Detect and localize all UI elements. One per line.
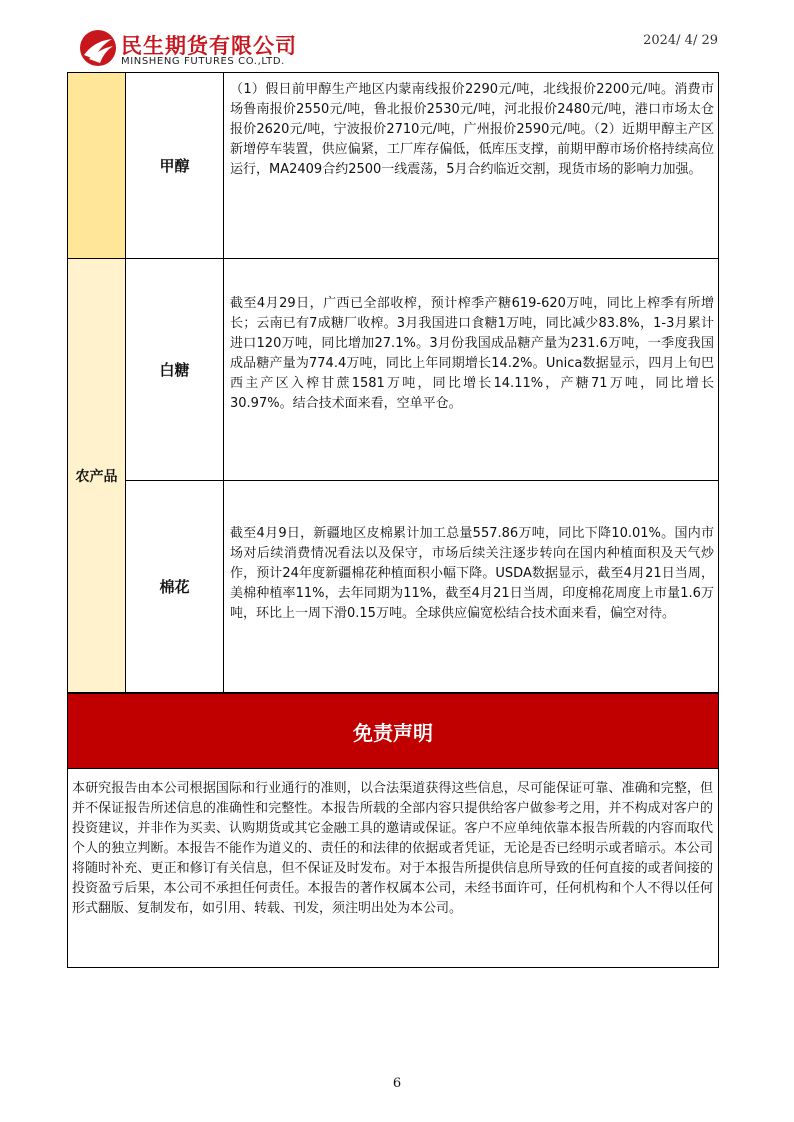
table-row bbox=[68, 481, 719, 693]
report-date: 2024/ 4/ 29 bbox=[643, 33, 718, 48]
company-name-cn: 民生期货有限公司 bbox=[121, 34, 297, 58]
company-name-en: MINSHENG FUTURES CO.,LTD. bbox=[121, 56, 285, 67]
commodity-analysis: 截至4月9日，新疆地区皮棉累计加工总量557.86万吨，同比下降10.01%。国内市场对后续消费情况看法以及保守，市场后续关注逐步转向在国内种植面积及天气炒作，预计24年度新疆棉花种植面积小幅下降。USDA数据显示，截至4月21日当周，美棉种植率11%，去年同期为11%，截至4月21日当周，印度棉花周度上市量1.6万吨，环比上一周下滑0.15万吨。全球供应偏宽松结合技术面来看，偏空对待。 bbox=[224, 481, 719, 693]
commodity-name: 甲醇 bbox=[126, 73, 224, 259]
disclaimer-text: 本研究报告由本公司根据国际和行业通行的准则，以合法渠道获得这些信息，尽可能保证可靠、准确和完整，但并不保证报告所述信息的准确性和完整性。本报告所载的全部内容只提供给客户做参考之用，并不构成对客户的投资建议，并非作为买卖、认购期货或其它金融工具的邀请或保证。客户不应单纯依靠本报告所载的内容而取代个人的独立判断。本报告不能作为道义的、责任的和法律的依据或者凭证，无论是否已经明示或者暗示。本公司将随时补充、更正和修订有关信息，但不保证及时发布。对于本报告所提供信息所导致的任何直接的或者间接的投资盈亏后果，本公司不承担任何责任。本报告的著作权属本公司，未经书面许可，任何机构和个人不得以任何形式翻版、复制发布，如引用、转载、刊发，须注明出处为本公司。 bbox=[72, 781, 713, 916]
commodity-table bbox=[67, 72, 719, 693]
table-row bbox=[68, 259, 719, 481]
disclaimer-title: 免责声明 bbox=[68, 694, 718, 769]
page-number: 6 bbox=[392, 1076, 402, 1091]
commodity-name: 棉花 bbox=[126, 481, 224, 693]
disclaimer-box bbox=[67, 693, 719, 968]
page-header bbox=[0, 0, 794, 72]
commodity-analysis: （1）假日前甲醇生产地区内蒙南线报价2290元/吨，北线报价2200元/吨。消费市场鲁南报价2550元/吨，鲁北报价2530元/吨，河北报价2480元/吨，港口市场太仓报价2620元/吨，宁波报价2710元/吨，广州报价2590元/吨。（2）近期甲醇主产区新增停车装置，供应偏紧，工厂库存偏低，低库压支撑，前期甲醇市场价格持续高位运行，MA2409合约2500一线震荡，5月合约临近交割，现货市场的影响力加强。 bbox=[224, 73, 719, 259]
commodity-name: 白糖 bbox=[126, 259, 224, 481]
category-agriculture: 农产品 bbox=[68, 259, 126, 693]
category-cell bbox=[68, 73, 126, 259]
commodity-analysis: 截至4月29日，广西已全部收榨，预计榨季产糖619-620万吨，同比上榨季有所增长；云南已有7成糖厂收榨。3月我国进口食糖1万吨，同比减少83.8%，1-3月累计进口120万吨，同比增加27.1%。3月份我国成品糖产量为231.6万吨，一季度我国成品糖产量为774.4万吨，同比上年同期增长14.2%。Unica数据显示，四月上旬巴西主产区入榨甘蔗1581万吨，同比增长14.11%，产糖71万吨，同比增长30.97%。结合技术面来看，空单平仓。 bbox=[224, 259, 719, 481]
table-row bbox=[68, 73, 719, 259]
minsheng-logo-icon bbox=[78, 28, 118, 68]
